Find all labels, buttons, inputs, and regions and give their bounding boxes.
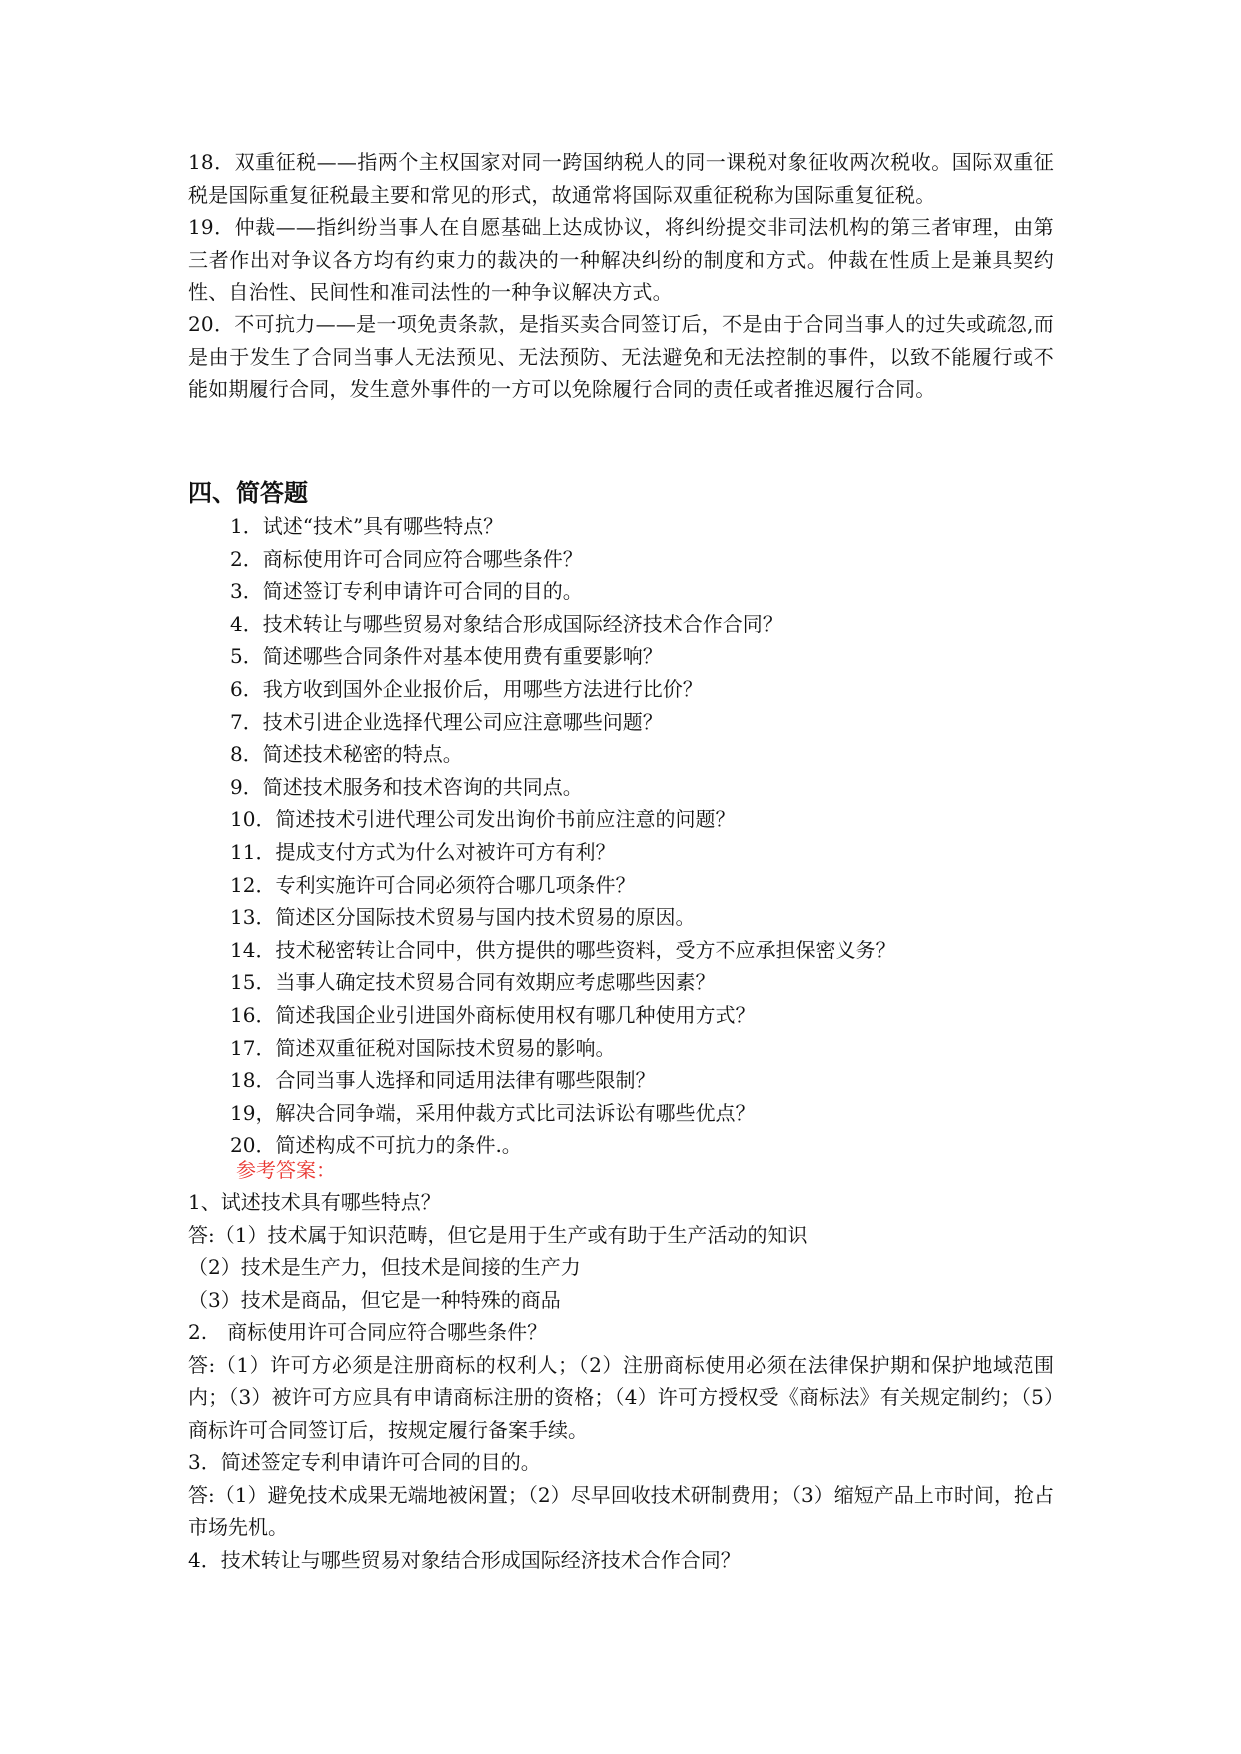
section-heading: 四、简答题 (188, 479, 308, 507)
list-item: 16．简述我国企业引进国外商标使用权有哪几种使用方式？ (230, 1002, 756, 1027)
definition-paragraph-20: 20．不可抗力——是一项免责条款，是指买卖合同签订后，不是由于合同当事人的过失或疏忽,而是由于发生了合同当事人无法预见、无法预防、无法避免和无法控制的事件，以致不能履行或不能如期履行合同，发生意外事件的一方可以免除履行合同的责任或者推迟履行合同。 (188, 312, 1054, 401)
list-item: 17．简述双重征税对国际技术贸易的影响。 (230, 1035, 616, 1060)
answer-4-title: 4．技术转让与哪些贸易对象结合形成国际经济技术合作合同？ (188, 1547, 741, 1572)
list-item: 18．合同当事人选择和同适用法律有哪些限制？ (230, 1068, 656, 1093)
answer-3-body: 答:（1）避免技术成果无端地被闲置；（2）尽早回收技术研制费用；（3）缩短产品上市时间，抢占市场先机。 (188, 1482, 1054, 1539)
list-item: 2．商标使用许可合同应符合哪些条件？ (230, 546, 583, 571)
list-item: 19，解决合同争端，采用仲裁方式比司法诉讼有哪些优点？ (230, 1100, 756, 1125)
definition-paragraph-19: 19．仲裁——指纠纷当事人在自愿基础上达成协议，将纠纷提交非司法机构的第三者审理，由第三者作出对争议各方均有约束力的裁决的一种解决纠纷的制度和方式。仲裁在性质上是兼具契约性、自治性、民间性和准司法性的一种争议解决方式。 (188, 215, 1054, 304)
question-list (230, 510, 895, 1162)
list-item: 4．技术转让与哪些贸易对象结合形成国际经济技术合作合同？ (230, 611, 783, 636)
list-item: 9．简述技术服务和技术咨询的共同点。 (230, 774, 583, 799)
answers-section (188, 1186, 1054, 1576)
list-item: 11．提成支付方式为什么对被许可方有利？ (230, 839, 616, 864)
list-item: 20．简述构成不可抗力的条件.。 (230, 1133, 522, 1158)
answer-1-point-2: （2）技术是生产力，但技术是间接的生产力 (188, 1255, 581, 1279)
list-item: 5．简述哪些合同条件对基本使用费有重要影响？ (230, 644, 663, 669)
list-item: 7．技术引进企业选择代理公司应注意哪些问题？ (230, 709, 663, 734)
list-item: 14．技术秘密转让合同中，供方提供的哪些资料，受方不应承担保密义务？ (230, 937, 896, 962)
reference-answer-label: 参考答案： (236, 1158, 336, 1182)
answer-1-title: 1、试述技术具有哪些特点？ (188, 1190, 441, 1214)
list-item: 10．简述技术引进代理公司发出询价书前应注意的问题？ (230, 807, 736, 832)
list-item: 1．试述“技术”具有哪些特点？ (230, 514, 504, 538)
answer-1-point-1: 答:（1）技术属于知识范畴，但它是用于生产或有助于生产活动的知识 (188, 1222, 808, 1247)
answer-3-title: 3．简述签定专利申请许可合同的目的。 (188, 1450, 541, 1474)
list-item: 8．简述技术秘密的特点。 (230, 742, 463, 767)
answer-1-point-3: （3）技术是商品，但它是一种特殊的商品 (188, 1287, 561, 1312)
list-item: 12．专利实施许可合同必须符合哪几项条件？ (230, 872, 636, 897)
list-item: 3．简述签订专利申请许可合同的目的。 (230, 579, 583, 604)
answer-2-title: 2. 商标使用许可合同应符合哪些条件？ (188, 1320, 548, 1344)
list-item: 15．当事人确定技术贸易合同有效期应考虑哪些因素？ (230, 970, 716, 995)
list-item: 6．我方收到国外企业报价后，用哪些方法进行比价？ (230, 676, 703, 701)
answer-2-body: 答:（1）许可方必须是注册商标的权利人；（2）注册商标使用必须在法律保护期和保护地域范围内；（3）被许可方应具有申请商标注册的资格；（4）许可方授权受《商标法》有关规定制约；（5）商标许可合同签订后，按规定履行备案手续。 (188, 1352, 1054, 1442)
list-item: 13．简述区分国际技术贸易与国内技术贸易的原因。 (230, 905, 696, 930)
definition-paragraph-18: 18．双重征税——指两个主权国家对同一跨国纳税人的同一课税对象征收两次税收。国际双重征税是国际重复征税最主要和常见的形式，故通常将国际双重征税称为国际重复征税。 (188, 150, 1054, 207)
